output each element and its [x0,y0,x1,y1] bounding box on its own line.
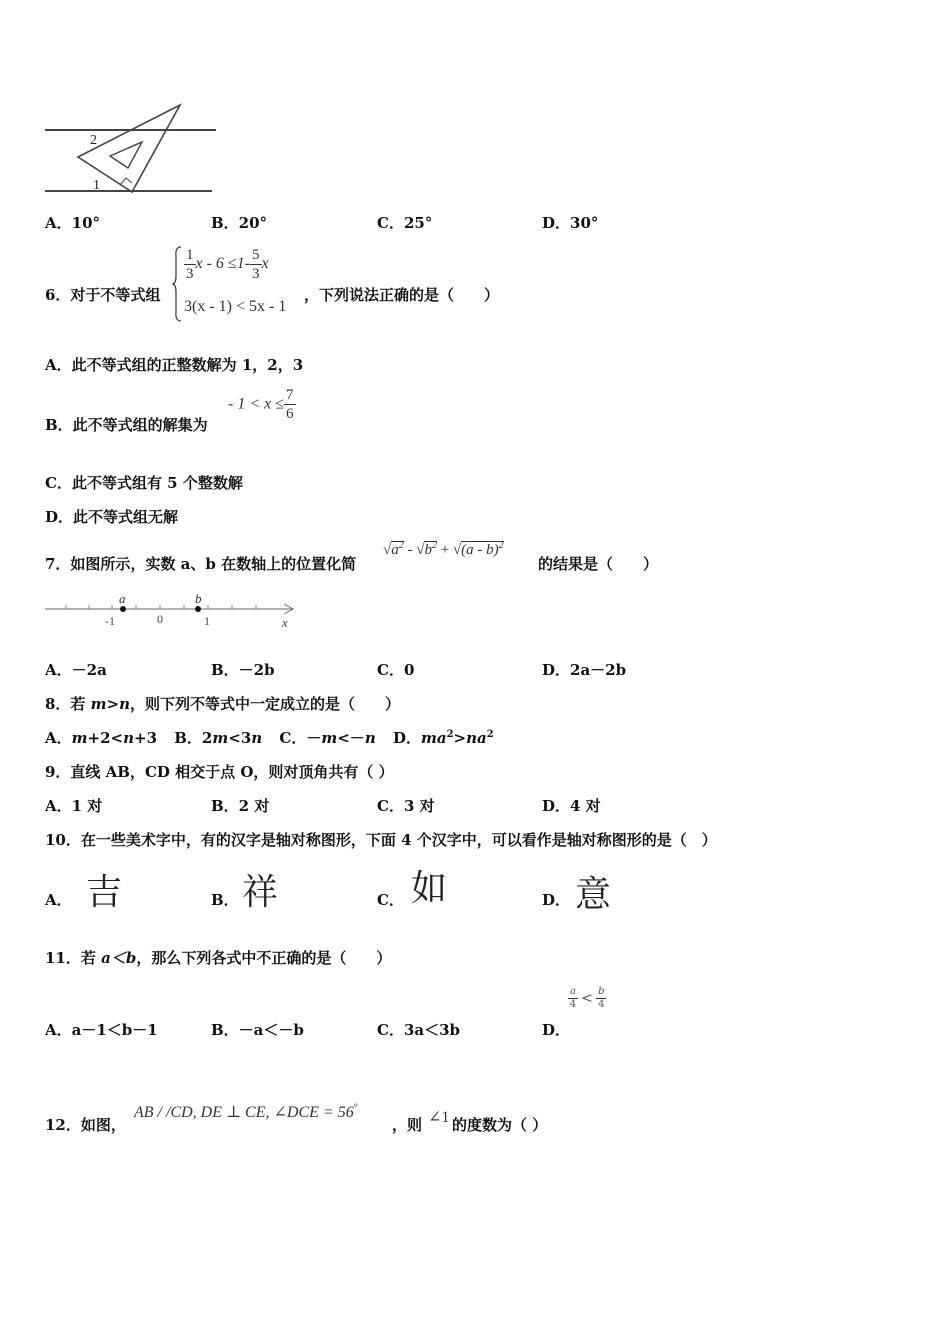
point-a [120,606,126,612]
tick-label-1: 1 [204,614,210,628]
q11-option-c: C．3a＜3b [377,1021,461,1039]
q6-b-den: 6 [286,406,294,422]
q10-question: 10．在一些美术字中，有的汉字是轴对称图形，下面 4 个汉字中，可以看作是轴对称图形的是（ ） [45,831,717,849]
q8-gt: > [106,695,120,713]
q7-option-b: B．－2b [211,661,275,679]
label-b: b [195,592,202,606]
q6-prefix: 6．对于不等式组 [45,286,161,304]
q11-prefix: 11．若 [45,949,102,967]
q10-option-c-char: 如 [411,868,448,909]
q8-suffix: ，则下列不等式中一定成立的是（ ） [130,695,401,713]
q11-option-d-math: $\frac{a}{4}$ < $\frac{b}{4}$ [569,986,605,1010]
q6-option-c: C．此不等式组有 5 个整数解 [45,474,243,492]
q10-option-b-label: B． [211,891,239,909]
q12-prefix: 12．如图， [45,1116,126,1134]
q7-plus: + [440,542,450,558]
triangle-ruler-inner [110,142,142,168]
q5-option-c: C．25° [377,214,433,232]
q8-m: m [90,695,107,713]
label-a: a [119,592,126,606]
q6-ineq1-end: x [261,255,269,273]
q11-question [45,947,391,968]
q11-option-b: B．－a＜－b [211,1021,304,1039]
q9-option-c: C．3 对 [377,797,435,815]
q10-option-a-char: 吉 [86,872,123,913]
q5-option-a: A．10° [45,214,101,232]
q9-option-b: B．2 对 [211,797,270,815]
q5-option-d: D．30° [542,214,599,232]
q8-option-b: B．2m<3n [174,729,263,747]
q6-frac1-num: 1 [186,247,194,263]
q12-mid: ，则 [392,1116,423,1134]
q6-option-b-prefix: B．此不等式组的解集为 [45,416,208,434]
q12-angle: ∠1 [428,1109,450,1126]
angle-label-1: 1 [93,178,100,193]
q6-option-d: D．此不等式组无解 [45,508,179,526]
q5-option-b: B．20° [211,214,268,232]
q6-brace [172,246,182,322]
q8-prefix: 8．若 [45,695,91,713]
q7-option-a: A．－2a [45,661,107,679]
q6-ineq1-mid: x - 6 ≤1- [195,255,251,273]
q6-suffix: ，下列说法正确的是（ ） [304,286,500,304]
q5-figure [40,100,220,200]
q7-exp-ab: 2 [498,540,504,551]
q10-option-d-label: D． [542,891,571,909]
sqrt-icon: √ [416,542,425,558]
q10-option-c-label: C． [377,891,404,909]
q10-option-a-label: A． [45,891,72,909]
q7-minus: - [407,542,413,558]
q11-option-a: A．a－1＜b－1 [45,1021,158,1039]
q7-exp-b: 2 [431,540,437,551]
sqrt-icon: √ [452,542,462,558]
angle-label-2: 2 [90,133,97,148]
q8-option-a: A．m+2<n+3 [45,729,158,747]
q9-option-a: A．1 对 [45,797,103,815]
q6-b-num: 7 [286,387,294,403]
q7-exp-a: 2 [398,540,404,551]
q11-suffix: ，那么下列各式中不正确的是（ ） [136,949,392,967]
q9-question: 9．直线 AB，CD 相交于点 O，则对顶角共有（ ） [45,763,394,781]
axis-label-x: x [282,615,288,630]
q8-n: n [119,695,131,713]
q6-system [172,246,312,324]
q11-cond: a＜b [101,949,137,967]
sqrt-icon: √ [383,542,392,558]
q7-suffix: 的结果是（ ） [538,555,659,573]
point-b [195,606,201,612]
q9-option-d: D．4 对 [542,797,601,815]
q8-option-d: D．$ma^2>na^2$ [392,729,494,747]
q6-frac1-den: 3 [186,266,194,282]
q11-option-d: D． [542,1021,571,1039]
q6-option-b-math [228,386,296,423]
q7-expression [383,540,504,559]
q10-option-d-char: 意 [575,874,612,915]
q7-number-line [40,592,302,632]
q8-question [45,693,400,714]
tick-label-minus1: -1 [105,614,115,628]
q6-b-left: - 1 < x ≤ [228,395,285,413]
q6-frac2-den: 3 [252,266,260,282]
q7-ab: (a - b) [461,542,499,558]
q7-b: b [424,542,432,558]
q10-option-b-char: 祥 [242,872,279,913]
q6-ineq2: 3(x - 1) < 5x - 1 [184,298,287,315]
q7-option-c: C．0 [377,661,415,679]
tick-label-0: 0 [157,612,163,626]
q7-a: a [391,542,399,558]
q6-frac2-num: 5 [252,247,260,263]
q8-option-c: C．－m<－n [279,729,376,747]
q12-suffix: 的度数为（ ） [452,1116,548,1134]
right-angle-mark [120,178,132,185]
q6-option-a: A．此不等式组的正整数解为 1，2，3 [45,356,304,374]
q7-option-d: D．2a－2b [542,661,627,679]
q7-prefix: 7．如图所示，实数 a、b 在数轴上的位置化简 [45,555,357,573]
q8-options [45,727,494,748]
q12-math: AB / /CD, DE ⊥ CE, ∠DCE = 56° [134,1102,358,1121]
